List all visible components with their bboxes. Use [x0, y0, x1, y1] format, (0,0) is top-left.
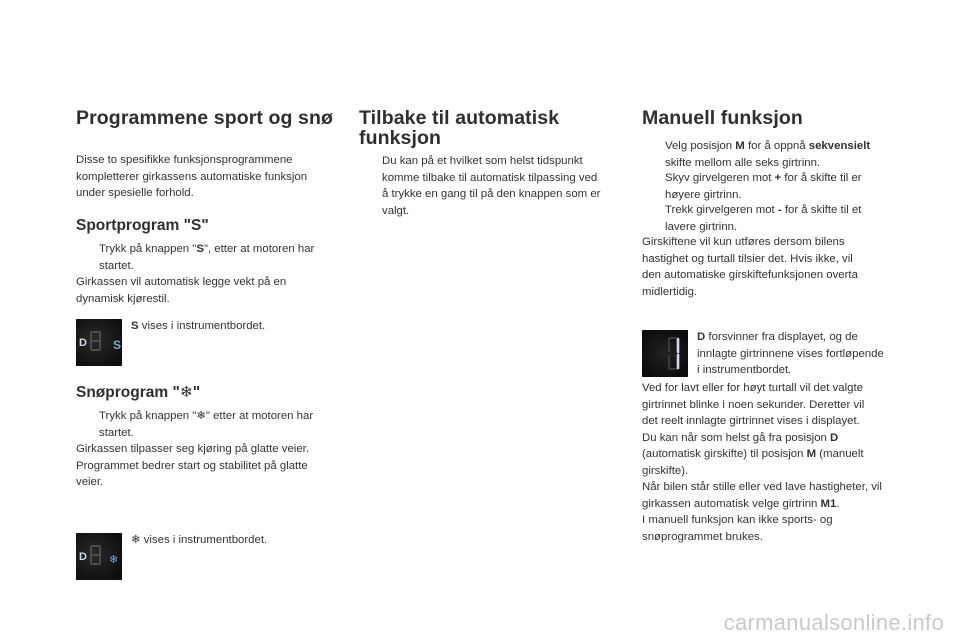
title-sport-snow: Programmene sport og snø	[76, 107, 334, 129]
b2-key: +	[774, 172, 782, 184]
back-bullet-line-4: valgt.	[382, 204, 410, 217]
snow-text-line-3: veier.	[76, 476, 104, 488]
snow-display-icon	[76, 533, 122, 580]
b1-key: M	[735, 140, 745, 152]
sport-caption-key: S	[131, 320, 139, 332]
sport-caption-rest: vises i instrumentbordet.	[138, 320, 266, 332]
sport-text-line-1: Girkassen vil automatisk legge vekt på en	[76, 276, 287, 288]
b1-line2: skifte mellom alle seks girtrinn.	[665, 156, 821, 169]
t4-key: M	[806, 448, 817, 460]
t7-key: M1	[820, 497, 837, 510]
sport-text-line-2: dynamisk kjørestil.	[76, 292, 170, 305]
t4-pre: (automatisk girskifte) til posisjon	[642, 448, 807, 460]
manual-caption-line3: i instrumentbordet.	[697, 364, 792, 376]
t7-post: .	[836, 497, 840, 510]
heading-sport-program: Sportprogram "S"	[76, 217, 209, 234]
b1-pre: Velg posisjon	[665, 140, 736, 152]
t3-pre: Du kan når som helst gå fra posisjon	[642, 431, 831, 444]
display-d-label: D	[79, 337, 87, 349]
sport-caption	[131, 318, 265, 335]
t3-key: D	[830, 431, 839, 444]
manual-text2-line-3: det reelt innlagte girtrinnet vises i displayet.	[642, 415, 860, 427]
t5: girskifte).	[642, 464, 689, 477]
manual-paragraph-2	[642, 380, 882, 545]
b2-line2: høyere girtrinn.	[665, 188, 742, 201]
manual-display-icon	[642, 330, 688, 377]
title-back-to-automatic-line2: funksjon	[359, 127, 442, 149]
sport-bullet-post: ", etter at motoren har	[203, 243, 315, 255]
intro-paragraph	[76, 152, 307, 202]
intro-line-2: kompletterer girkassens automatiske funksjon	[76, 170, 308, 183]
t8: I manuell funksjon kan ikke sports- og	[642, 514, 833, 526]
b3-line2: lavere girtrinn.	[665, 220, 738, 233]
manual-text1-line-3: den automatiske girskiftefunksjonen overta	[642, 269, 858, 281]
watermark-text: carmanualsonline.info	[723, 610, 944, 635]
b2-post: for å skifte til er	[781, 172, 862, 184]
back-bullet-line-2: komme tilbake til automatisk tilpassing ved	[382, 171, 598, 184]
sport-paragraph	[76, 274, 286, 307]
t4-post: (manuelt	[816, 448, 864, 460]
sport-display-image	[76, 319, 122, 366]
manual-text2-line-1: Ved for lavt eller for høyt turtall vil det valgte	[642, 382, 863, 394]
b1-strong: sekvensielt	[808, 140, 871, 152]
sport-key: S	[196, 243, 204, 255]
manual-text1-line-4: midlertidig.	[642, 285, 698, 298]
heading-snow-program: Snøprogram "❄"	[76, 384, 201, 401]
manual-paragraph-1	[642, 234, 858, 300]
b3-pre: Trekk girvelgeren mot	[665, 204, 778, 216]
intro-line-3: under spesielle forhold.	[76, 187, 194, 199]
title-manual: Manuell funksjon	[642, 107, 803, 129]
snow-bullet-line1: Trykk på knappen "❄" etter at motoren har	[99, 410, 314, 422]
snow-display-image	[76, 533, 122, 580]
t7-pre: girkassen automatisk velge girtrinn	[642, 497, 821, 510]
snow-paragraph	[76, 441, 309, 491]
back-bullet-line-3: å trykke en gang til på den knappen som er	[382, 188, 601, 200]
back-bullet-line-1: Du kan på et hvilket som helst tidspunkt	[382, 155, 583, 167]
snow-text-line-2: Programmet bedrer start og stabilitet på glatte	[76, 459, 308, 472]
manual-caption-rest: forsvinner fra displayet, og de	[705, 331, 858, 343]
manual-text2-line-2: girtrinnet blinke i noen sekunder. Deretter vil	[642, 398, 865, 411]
sport-display-icon	[76, 319, 122, 366]
manual-text1-line-2: hastighet og turtall tilsier det. Hvis ikke, vil	[642, 252, 853, 265]
t9: snøprogrammet brukes.	[642, 530, 763, 543]
manual-caption	[697, 329, 884, 379]
manual-caption-key: D	[697, 331, 706, 343]
b3-post: for å skifte til et	[781, 204, 862, 216]
snow-bullet-line2: startet.	[99, 426, 134, 439]
b2-pre: Skyv girvelgeren mot	[665, 172, 775, 184]
t6: Når bilen står stille eller ved lave hastigheter, vil	[642, 481, 882, 493]
snow-text-line-1: Girkassen tilpasser seg kjøring på glatte veier.	[76, 443, 309, 455]
b3-key: -	[777, 204, 782, 216]
snow-caption: ❄ vises i instrumentbordet.	[131, 534, 268, 546]
b1-mid: for å oppnå	[744, 140, 809, 152]
manual-display-image	[642, 330, 688, 377]
sport-bullet-pre: Trykk på knappen "	[99, 243, 197, 255]
manual-text1-line-1: Girskiftene vil kun utføres dersom bilens	[642, 236, 845, 248]
display-snow-label: ❄	[109, 553, 119, 566]
title-back-to-automatic-line1: Tilbake til automatisk	[359, 107, 560, 129]
manual-caption-line2: innlagte girtrinnene vises fortløpende	[697, 347, 884, 360]
display-s-label: S	[113, 338, 122, 352]
display-d-label: D	[79, 551, 87, 563]
sport-bullet-line2: startet.	[99, 259, 134, 272]
intro-line-1: Disse to spesifikke funksjonsprogrammene	[76, 154, 293, 166]
